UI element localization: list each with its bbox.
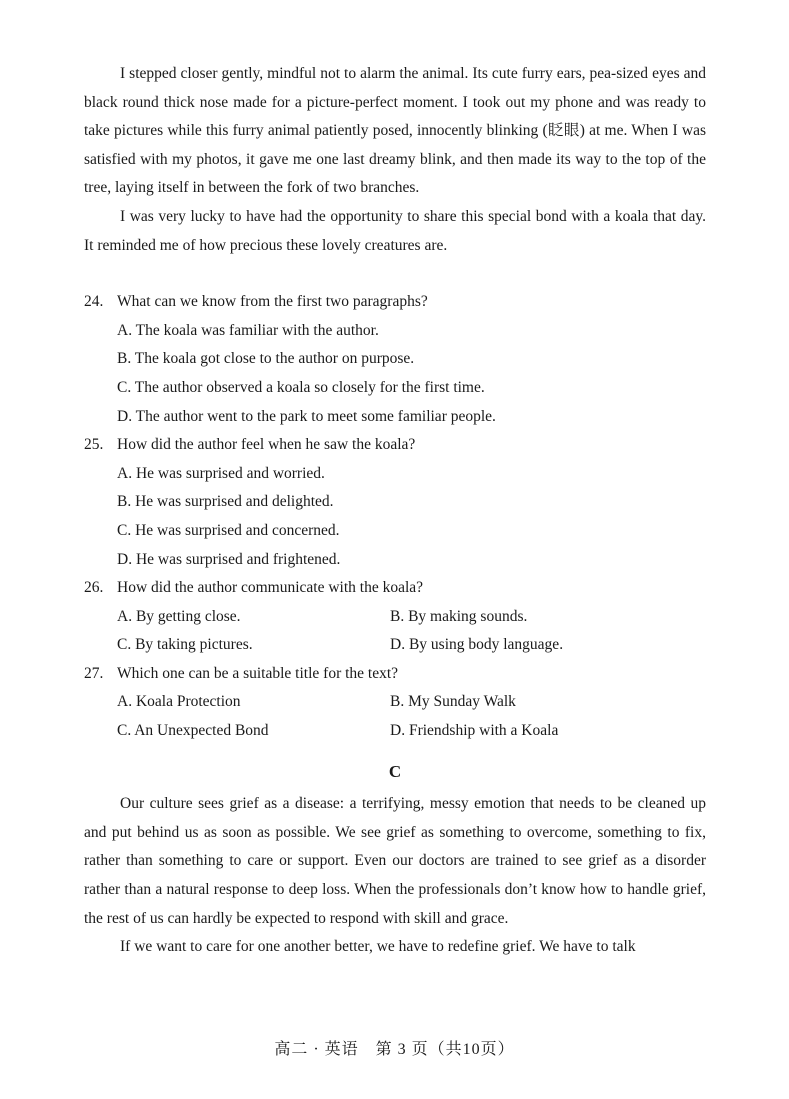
page-footer: 高二 · 英语 第 3 页（共10页） — [274, 1041, 515, 1058]
section-title: C — [388, 761, 402, 781]
option-a[interactable]: A. The koala was familiar with the author. — [117, 321, 379, 339]
option-d[interactable]: D. He was surprised and frightened. — [117, 550, 341, 568]
question-stem: How did the author communicate with the koala? — [117, 579, 424, 597]
question-number: 24. — [84, 293, 104, 311]
option-d[interactable]: D. By using body language. — [390, 636, 564, 654]
passage-paragraph: I stepped closer gently, mindful not to alarm the animal. Its cute furry ears, pea-sized eyes and black round thick nose made for a picture-perfect moment. I took out my phone and was ready to take pictures while this furry animal patiently posed, innocently blinking (眨眼) at me. When I was satisfied with my photos, it gave me one last dreamy blink, and then made its way to the top of the tree, laying itself in between the fork of two branches. — [84, 65, 706, 197]
question-number: 27. — [84, 664, 104, 682]
question-stem: What can we know from the first two paragraphs? — [117, 293, 428, 311]
option-b[interactable]: B. The koala got close to the author on purpose. — [117, 350, 415, 368]
option-b[interactable]: B. My Sunday Walk — [390, 693, 516, 711]
question-24 — [84, 288, 706, 431]
question-26 — [84, 574, 706, 660]
option-a[interactable]: A. By getting close. — [117, 607, 241, 625]
option-d[interactable]: D. The author went to the park to meet some familiar people. — [117, 407, 496, 425]
question-number: 25. — [84, 436, 104, 454]
option-b[interactable]: B. By making sounds. — [390, 607, 528, 625]
passage-paragraph: I was very lucky to have had the opportunity to share this special bond with a koala that day. It reminded me of how precious these lovely creatures are. — [84, 207, 706, 254]
passage-paragraph: If we want to care for one another better, we have to redefine grief. We have to talk — [120, 938, 636, 956]
option-c[interactable]: C. An Unexpected Bond — [117, 722, 269, 740]
question-27 — [84, 660, 706, 746]
question-25 — [84, 431, 706, 574]
option-c[interactable]: C. The author observed a koala so closely for the first time. — [117, 378, 485, 396]
option-c[interactable]: C. He was surprised and concerned. — [117, 521, 340, 539]
option-d[interactable]: D. Friendship with a Koala — [390, 722, 559, 740]
option-a[interactable]: A. Koala Protection — [117, 693, 241, 711]
option-c[interactable]: C. By taking pictures. — [117, 636, 253, 654]
option-a[interactable]: A. He was surprised and worried. — [117, 464, 325, 482]
question-stem: How did the author feel when he saw the koala? — [117, 436, 416, 454]
passage-paragraph: Our culture sees grief as a disease: a terrifying, messy emotion that needs to be cleaned up and put behind us as soon as possible. We see grief as something to overcome, something to fix, rather than something to care or support. Even our doctors are trained to see grief as a disorder rather than a natural response to deep loss. When the professionals don’t know how to handle grief, the rest of us can hardly be expected to respond with skill and grace. — [84, 795, 706, 927]
exam-page — [84, 60, 706, 962]
option-b[interactable]: B. He was surprised and delighted. — [117, 493, 334, 511]
question-number: 26. — [84, 579, 104, 597]
question-stem: Which one can be a suitable title for the text? — [117, 664, 399, 682]
